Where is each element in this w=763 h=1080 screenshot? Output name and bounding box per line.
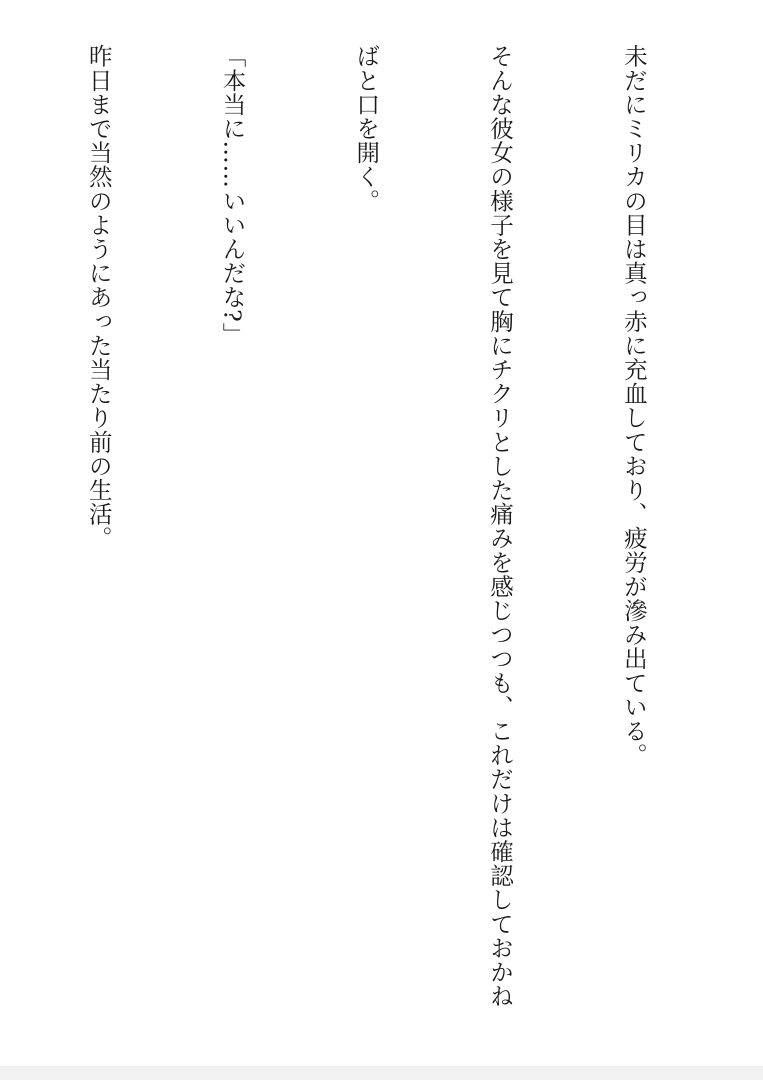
text-line: 未だにミリカの目は真っ赤に充血しており、疲労が滲み出ている。 — [619, 44, 648, 767]
text-line: 昨日まで当然のようにあった当たり前の生活。 — [84, 44, 113, 551]
page-bottom-strip — [0, 1066, 763, 1080]
text-line: そんな彼女の様子を見て胸にチクリとした痛みを感じつつも、これだけは確認しておかね — [486, 44, 515, 1008]
vertical-text-body — [0, 44, 745, 1054]
text-line: 「本当に……いいんだな?」 — [218, 44, 247, 347]
text-line: ばと口を開く。 — [352, 44, 381, 213]
